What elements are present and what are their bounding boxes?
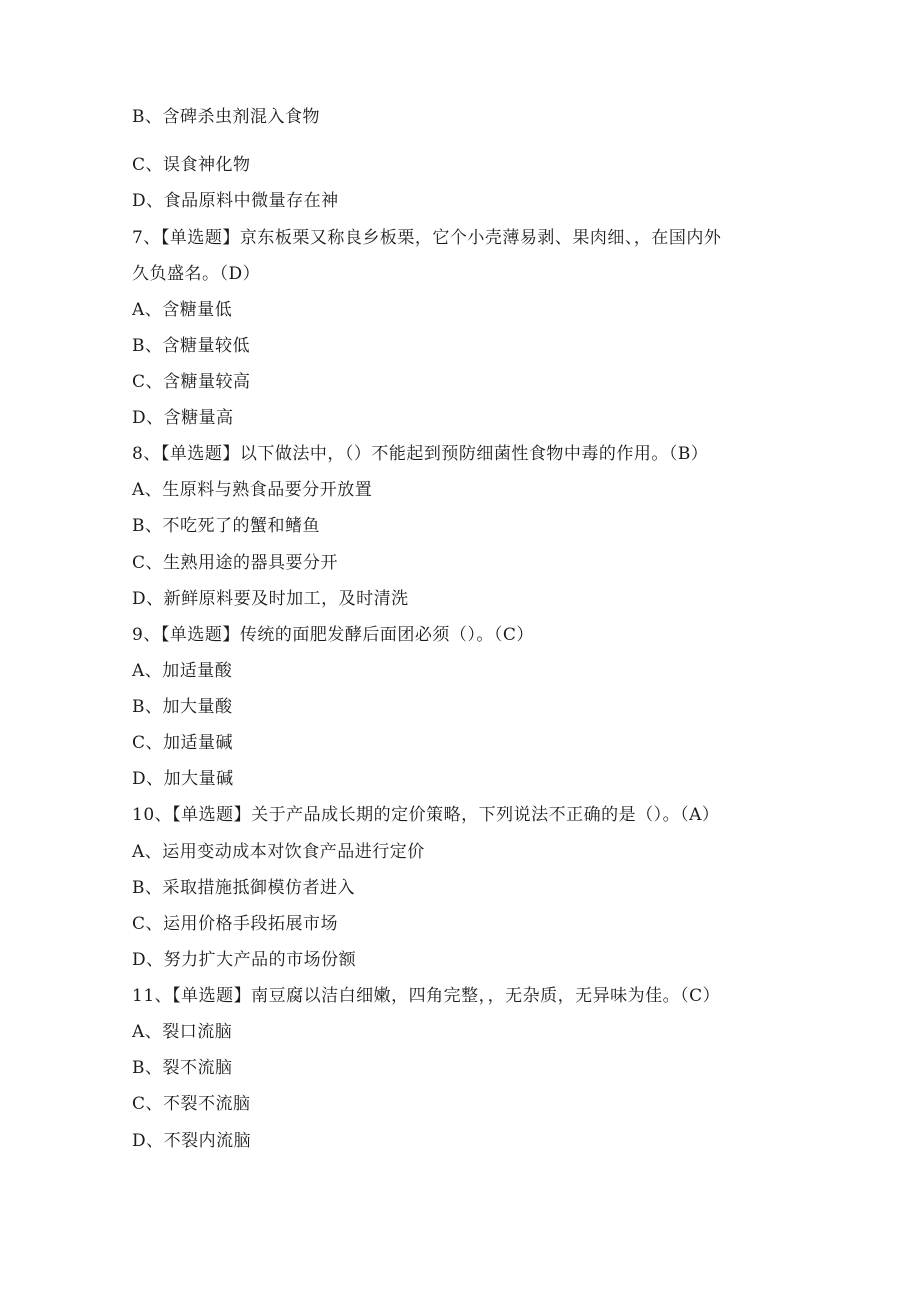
option-d-q11: D、不裂内流脑 <box>132 1131 252 1151</box>
question-11: 11、【单选题】南豆腐以洁白细嫩，四角完整，，无杂质，无异味为佳。（C） <box>132 986 721 1006</box>
option-d-q9: D、加大量碱 <box>132 769 234 789</box>
question-8: 8、【单选题】以下做法中，（）不能起到预防细菌性食物中毒的作用。（B） <box>132 444 709 464</box>
option-d-q6: D、食品原料中微量存在神 <box>132 191 339 211</box>
option-b-q11: B、裂不流脑 <box>132 1058 233 1078</box>
option-b-q9: B、加大量酸 <box>132 697 233 717</box>
option-c-q8: C、生熟用途的器具要分开 <box>132 553 339 573</box>
option-c-q11: C、不裂不流脑 <box>132 1094 251 1114</box>
option-b-q6: B、含碑杀虫剂混入食物 <box>132 107 320 127</box>
option-c-q10: C、运用价格手段拓展市场 <box>132 914 339 934</box>
option-b-q10: B、采取措施抵御模仿者进入 <box>132 878 355 898</box>
option-a-q7: A、含糖量低 <box>132 300 233 320</box>
question-7-continued: 久负盛名。（D） <box>132 264 261 284</box>
question-9: 9、【单选题】传统的面肥发酵后面团必须（）。（C） <box>132 625 534 645</box>
option-a-q8: A、生原料与熟食品要分开放置 <box>132 480 373 500</box>
option-d-q8: D、新鲜原料要及时加工，及时清洗 <box>132 589 409 609</box>
option-b-q8: B、不吃死了的蟹和鳍鱼 <box>132 516 320 536</box>
option-b-q7: B、含糖量较低 <box>132 336 250 356</box>
option-c-q7: C、含糖量较高 <box>132 372 251 392</box>
option-d-q7: D、含糖量高 <box>132 408 234 428</box>
question-10: 10、【单选题】关于产品成长期的定价策略，下列说法不正确的是（）。（A） <box>132 805 720 825</box>
option-c-q6: C、误食神化物 <box>132 155 251 175</box>
question-7: 7、【单选题】京东板栗又称良乡板栗，它个小壳薄易剥、果肉细、，在国内外 <box>132 228 722 248</box>
option-a-q9: A、加适量酸 <box>132 661 233 681</box>
option-a-q10: A、运用变动成本对饮食产品进行定价 <box>132 842 425 862</box>
option-d-q10: D、努力扩大产品的市场份额 <box>132 950 357 970</box>
option-c-q9: C、加适量碱 <box>132 733 234 753</box>
option-a-q11: A、裂口流脑 <box>132 1022 233 1042</box>
